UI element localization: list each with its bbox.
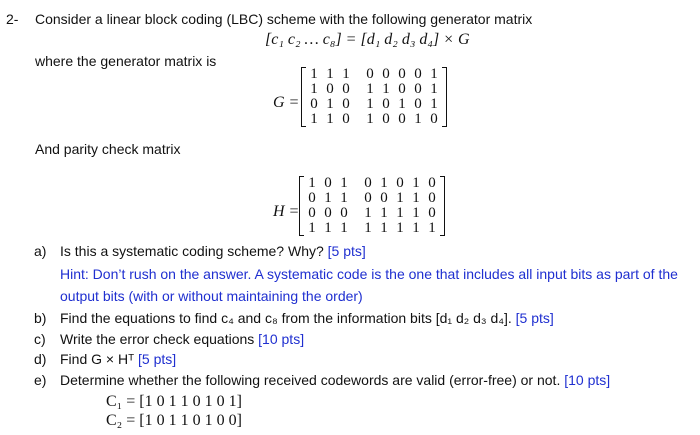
matrix-cell: 0: [364, 175, 372, 191]
codeword-c2: C₂ = [1 0 1 1 0 1 0 0]: [106, 412, 242, 429]
matrix-cell: 0: [382, 96, 390, 112]
question-d-text: Find G × Hᵀ: [60, 351, 135, 367]
question-d: [34, 351, 176, 367]
h-matrix-label: H =: [273, 203, 300, 220]
matrix-cell: 1: [398, 96, 406, 112]
h-matrix-row: [304, 191, 440, 206]
matrix-cell: 0: [414, 96, 422, 112]
g-matrix-row: [306, 82, 442, 97]
g-matrix-row: [306, 112, 442, 127]
g-matrix-row: [306, 67, 442, 82]
question-d-points: [5 pts]: [138, 351, 177, 367]
question-a-points: [5 pts]: [327, 243, 366, 259]
h-matrix: [304, 176, 440, 236]
matrix-cell: 1: [428, 220, 436, 236]
matrix-cell: 1: [366, 81, 374, 97]
matrix-cell: 1: [324, 190, 332, 206]
matrix-cell: 1: [326, 111, 334, 127]
question-a-label: a): [34, 243, 47, 259]
matrix-cell: 1: [412, 175, 420, 191]
main-equation: [c₁ c₂ … c₈] = [d₁ d₂ d₃ d₄] × G: [265, 31, 470, 48]
codeword-c1: C₁ = [1 0 1 1 0 1 0 1]: [106, 393, 242, 410]
matrix-cell: 1: [396, 205, 404, 221]
matrix-cell: 0: [428, 190, 436, 206]
matrix-cell: 1: [430, 81, 438, 97]
g-matrix-label: G =: [273, 94, 300, 111]
matrix-cell: 0: [308, 205, 316, 221]
matrix-cell: 0: [324, 175, 332, 191]
h-left-bracket: [299, 176, 304, 236]
matrix-cell: 1: [396, 190, 404, 206]
question-a-text: Is this a systematic coding scheme? Why?: [60, 243, 324, 259]
matrix-cell: 0: [398, 81, 406, 97]
question-c-label: c): [34, 331, 46, 347]
matrix-cell: 1: [310, 81, 318, 97]
matrix-cell: 1: [340, 220, 348, 236]
matrix-cell: 1: [340, 175, 348, 191]
question-d-label: d): [34, 351, 47, 367]
matrix-cell: 1: [412, 205, 420, 221]
g-left-bracket: [301, 67, 306, 127]
h-matrix-row: [304, 206, 440, 221]
h-right-bracket: [440, 176, 445, 236]
matrix-cell: 0: [364, 190, 372, 206]
matrix-cell: 1: [310, 111, 318, 127]
question-c-text: Write the error check equations: [60, 331, 255, 347]
matrix-cell: 0: [396, 175, 404, 191]
matrix-cell: 0: [340, 205, 348, 221]
matrix-cell: 0: [310, 96, 318, 112]
matrix-cell: 1: [380, 175, 388, 191]
question-c-points: [10 pts]: [258, 331, 305, 347]
matrix-cell: 1: [364, 220, 372, 236]
matrix-cell: 1: [326, 96, 334, 112]
matrix-cell: 0: [398, 66, 406, 82]
matrix-cell: 0: [428, 205, 436, 221]
question-e-points: [10 pts]: [564, 372, 611, 388]
question-a-hint-line2: output bits (with or without maintaining the order): [60, 288, 363, 304]
matrix-cell: 0: [380, 190, 388, 206]
matrix-cell: 1: [366, 96, 374, 112]
matrix-cell: 1: [326, 66, 334, 82]
matrix-cell: 1: [308, 175, 316, 191]
matrix-cell: 0: [398, 111, 406, 127]
matrix-cell: 1: [430, 96, 438, 112]
matrix-cell: 0: [366, 66, 374, 82]
matrix-cell: 1: [366, 111, 374, 127]
matrix-cell: 0: [382, 111, 390, 127]
matrix-cell: 1: [308, 220, 316, 236]
question-e-label: e): [34, 372, 47, 388]
question-b-text: Find the equations to find c₄ and c₈ from the information bits [d₁ d₂ d₃ d₄].: [60, 310, 512, 326]
matrix-cell: 0: [342, 96, 350, 112]
matrix-cell: 1: [340, 190, 348, 206]
matrix-cell: 0: [414, 66, 422, 82]
question-a-hint-line1: Hint: Don’t rush on the answer. A systematic code is the one that includes all input bits as part of the: [60, 266, 678, 282]
matrix-cell: 0: [382, 66, 390, 82]
question-a: [34, 243, 366, 259]
matrix-cell: 1: [342, 66, 350, 82]
matrix-cell: 1: [310, 66, 318, 82]
matrix-cell: 1: [380, 205, 388, 221]
g-matrix-row: [306, 97, 442, 112]
h-matrix-row: [304, 176, 440, 191]
matrix-cell: 0: [308, 190, 316, 206]
matrix-cell: 1: [380, 220, 388, 236]
problem-number: 2-: [6, 11, 19, 27]
matrix-cell: 0: [430, 111, 438, 127]
h-matrix-row: [304, 221, 440, 236]
g-matrix: [306, 67, 442, 127]
question-b-label: b): [34, 310, 47, 326]
matrix-cell: 1: [396, 220, 404, 236]
matrix-cell: 1: [414, 111, 422, 127]
matrix-cell: 0: [324, 205, 332, 221]
question-b-points: [5 pts]: [515, 310, 554, 326]
question-e-text: Determine whether the following received codewords are valid (error-free) or not.: [60, 372, 561, 388]
question-e: [34, 372, 610, 388]
matrix-cell: 0: [342, 81, 350, 97]
parity-text: And parity check matrix: [35, 141, 181, 157]
matrix-cell: 1: [412, 190, 420, 206]
matrix-cell: 0: [428, 175, 436, 191]
g-right-bracket: [442, 67, 447, 127]
matrix-cell: 1: [324, 220, 332, 236]
matrix-cell: 1: [364, 205, 372, 221]
matrix-cell: 1: [382, 81, 390, 97]
question-b: [34, 310, 554, 326]
matrix-cell: 1: [430, 66, 438, 82]
problem-intro: Consider a linear block coding (LBC) scheme with the following generator matrix: [35, 11, 533, 27]
where-text: where the generator matrix is: [35, 53, 217, 69]
question-c: [34, 331, 304, 347]
matrix-cell: 1: [412, 220, 420, 236]
matrix-cell: 0: [342, 111, 350, 127]
matrix-cell: 0: [326, 81, 334, 97]
matrix-cell: 0: [414, 81, 422, 97]
